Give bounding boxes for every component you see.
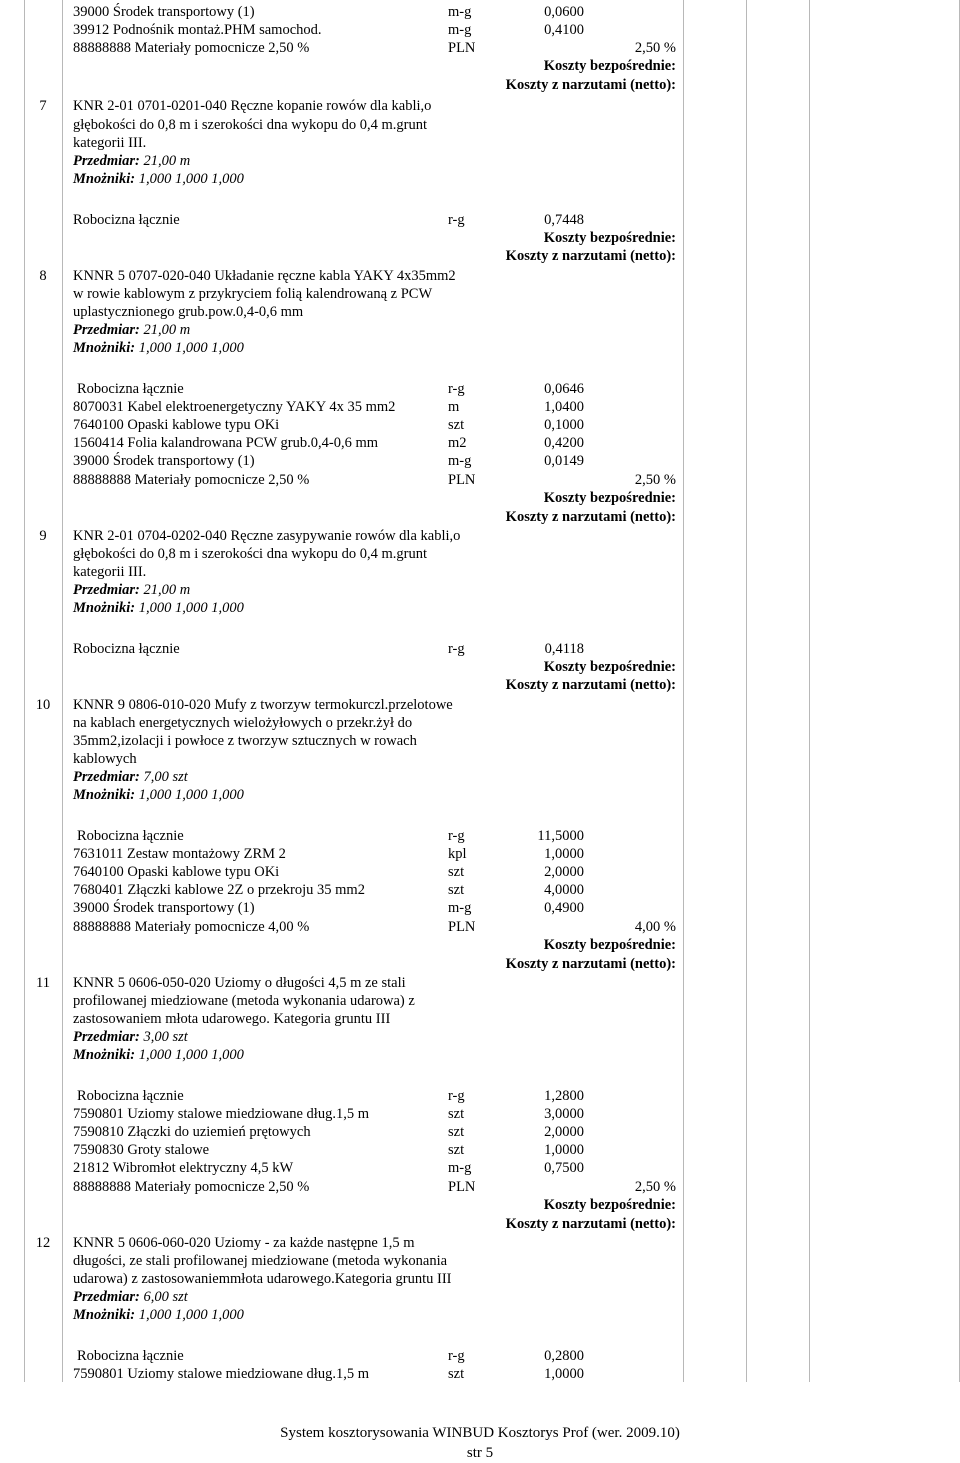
cost-summary-row bbox=[0, 229, 960, 247]
item-description: 7590810 Złączki do uziemień prętowych bbox=[73, 1124, 311, 1140]
estimate-row bbox=[0, 1252, 960, 1270]
item-description: KNNR 5 0707-020-040 Układanie ręczne kabla YAKY 4x35mm2 bbox=[73, 268, 456, 284]
multiplier-label: Przedmiar: bbox=[73, 322, 140, 338]
item-unit: m-g bbox=[448, 453, 472, 469]
item-unit: kpl bbox=[448, 846, 467, 862]
estimate-row bbox=[0, 1270, 960, 1288]
item-quantity: 0,7500 bbox=[544, 1160, 584, 1176]
multiplier-label: Przedmiar: bbox=[73, 769, 140, 785]
estimate-row bbox=[0, 416, 960, 434]
cost-summary-label: Koszty z narzutami (netto): bbox=[505, 248, 676, 264]
item-unit: szt bbox=[448, 1106, 465, 1122]
estimate-row bbox=[0, 1141, 960, 1159]
multiplier-label: Mnożniki: bbox=[73, 1047, 136, 1063]
multiplier-value: 1,000 1,000 1,000 bbox=[138, 1047, 244, 1063]
position-number: 11 bbox=[36, 975, 50, 991]
item-description: 7590801 Uziomy stalowe miedziowane dług.1,5 m bbox=[73, 1366, 369, 1382]
item-description: zastosowaniem młota udarowego. Kategoria gruntu III bbox=[73, 1011, 391, 1027]
item-description: 7640100 Opaski kablowe typu OKi bbox=[73, 417, 280, 433]
item-description: KNNR 5 0606-060-020 Uziomy - za każde następne 1,5 m bbox=[73, 1235, 415, 1251]
estimate-row bbox=[0, 398, 960, 416]
item-description: uplastycznionego grub.pow.0,4-0,6 mm bbox=[73, 304, 304, 320]
footer-system: System kosztorysowania WINBUD Kosztorys Prof (wer. 2009.10) bbox=[280, 1425, 680, 1441]
multiplier-label: Mnożniki: bbox=[73, 787, 136, 803]
cost-summary-row bbox=[0, 508, 960, 526]
item-percentage: 2,50 % bbox=[634, 40, 676, 56]
cost-summary-label: Koszty z narzutami (netto): bbox=[505, 77, 676, 93]
cost-summary-row bbox=[0, 955, 960, 973]
estimate-row bbox=[0, 881, 960, 899]
item-description: KNR 2-01 0701-0201-040 Ręczne kopanie rowów dla kabli,o bbox=[73, 98, 432, 114]
estimate-row bbox=[0, 211, 960, 229]
footer-page-number: str 5 bbox=[466, 1445, 494, 1461]
item-unit: r-g bbox=[448, 828, 465, 844]
item-description: kategorii III. bbox=[73, 564, 147, 580]
multiplier-row bbox=[0, 1046, 960, 1064]
item-description: głębokości do 0,8 m i szerokości dna wykopu do 0,4 m.grunt bbox=[73, 546, 427, 562]
multiplier-row bbox=[0, 321, 960, 339]
multiplier-row bbox=[0, 786, 960, 804]
cost-summary-row bbox=[0, 936, 960, 954]
item-unit: szt bbox=[448, 1142, 465, 1158]
multiplier-value: 1,000 1,000 1,000 bbox=[138, 600, 244, 616]
estimate-row bbox=[0, 39, 960, 57]
estimate-row bbox=[0, 918, 960, 936]
item-description: Robocizna łącznie bbox=[73, 641, 180, 657]
estimate-row bbox=[0, 1159, 960, 1177]
item-percentage: 2,50 % bbox=[634, 472, 676, 488]
item-description: Robocizna łącznie bbox=[73, 212, 180, 228]
item-unit: m bbox=[448, 399, 460, 415]
estimate-row bbox=[0, 714, 960, 732]
estimate-row bbox=[0, 827, 960, 845]
cost-summary-label: Koszty bezpośrednie: bbox=[543, 659, 676, 675]
item-description: 1560414 Folia kalandrowana PCW grub.0,4-0,6 mm bbox=[73, 435, 379, 451]
estimate-row bbox=[0, 992, 960, 1010]
item-quantity: 11,5000 bbox=[537, 828, 584, 844]
item-description: KNR 2-01 0704-0202-040 Ręczne zasypywanie rowów dla kabli,o bbox=[73, 528, 461, 544]
position-number: 8 bbox=[39, 268, 47, 284]
multiplier-row bbox=[0, 1306, 960, 1324]
item-quantity: 0,4200 bbox=[544, 435, 584, 451]
cost-summary-label: Koszty z narzutami (netto): bbox=[505, 1216, 676, 1232]
multiplier-text bbox=[73, 339, 244, 357]
item-percentage: 4,00 % bbox=[634, 919, 676, 935]
multiplier-text bbox=[73, 152, 190, 170]
multiplier-value: 1,000 1,000 1,000 bbox=[138, 787, 244, 803]
item-description: 39000 Środek transportowy (1) bbox=[73, 900, 255, 916]
multiplier-text bbox=[73, 581, 190, 599]
item-quantity: 0,0600 bbox=[544, 4, 584, 20]
position-number: 7 bbox=[39, 98, 47, 114]
multiplier-text bbox=[73, 599, 244, 617]
multiplier-value: 6,00 szt bbox=[143, 1289, 188, 1305]
cost-summary-label: Koszty bezpośrednie: bbox=[543, 230, 676, 246]
item-quantity: 0,4118 bbox=[544, 641, 584, 657]
item-quantity: 0,0149 bbox=[544, 453, 584, 469]
estimate-row bbox=[0, 380, 960, 398]
multiplier-value: 1,000 1,000 1,000 bbox=[138, 1307, 244, 1323]
multiplier-value: 21,00 m bbox=[143, 582, 191, 598]
multiplier-label: Przedmiar: bbox=[73, 1029, 140, 1045]
estimate-row bbox=[0, 434, 960, 452]
item-quantity: 2,0000 bbox=[544, 864, 584, 880]
estimate-row bbox=[0, 116, 960, 134]
cost-summary-row bbox=[0, 76, 960, 94]
item-description: KNNR 9 0806-010-020 Mufy z tworzyw termokurczl.przelotowe bbox=[73, 697, 453, 713]
item-description: 88888888 Materiały pomocnicze 4,00 % bbox=[73, 919, 310, 935]
multiplier-label: Przedmiar: bbox=[73, 1289, 140, 1305]
multiplier-text bbox=[73, 1046, 244, 1064]
item-description: kablowych bbox=[73, 751, 137, 767]
multiplier-row bbox=[0, 599, 960, 617]
multiplier-value: 21,00 m bbox=[143, 153, 191, 169]
multiplier-row bbox=[0, 1288, 960, 1306]
estimate-row bbox=[0, 267, 960, 285]
item-description: Robocizna łącznie bbox=[77, 828, 184, 844]
item-unit: szt bbox=[448, 417, 465, 433]
multiplier-text bbox=[73, 170, 244, 188]
item-quantity: 0,1000 bbox=[544, 417, 584, 433]
item-quantity: 3,0000 bbox=[544, 1106, 584, 1122]
item-unit: r-g bbox=[448, 641, 465, 657]
item-quantity: 0,2800 bbox=[544, 1348, 584, 1364]
item-unit: m2 bbox=[448, 435, 467, 451]
cost-summary-row bbox=[0, 676, 960, 694]
estimate-row bbox=[0, 1087, 960, 1105]
multiplier-value: 7,00 szt bbox=[143, 769, 188, 785]
multiplier-label: Przedmiar: bbox=[73, 153, 140, 169]
cost-summary-label: Koszty z narzutami (netto): bbox=[505, 956, 676, 972]
estimate-row bbox=[0, 1123, 960, 1141]
cost-summary-label: Koszty z narzutami (netto): bbox=[505, 509, 676, 525]
estimate-row bbox=[0, 1365, 960, 1383]
item-description: 7590830 Groty stalowe bbox=[73, 1142, 210, 1158]
estimate-row bbox=[0, 696, 960, 714]
item-quantity: 1,0400 bbox=[544, 399, 584, 415]
item-quantity: 0,4100 bbox=[544, 22, 584, 38]
cost-summary-label: Koszty bezpośrednie: bbox=[543, 937, 676, 953]
item-quantity: 0,4900 bbox=[544, 900, 584, 916]
multiplier-label: Przedmiar: bbox=[73, 582, 140, 598]
multiplier-label: Mnożniki: bbox=[73, 340, 136, 356]
estimate-row bbox=[0, 527, 960, 545]
item-unit: r-g bbox=[448, 212, 465, 228]
item-description: 35mm2,izolacji i powłoce z tworzyw sztucznych w rowach bbox=[73, 733, 417, 749]
multiplier-value: 21,00 m bbox=[143, 322, 191, 338]
estimate-row bbox=[0, 97, 960, 115]
item-unit: szt bbox=[448, 882, 465, 898]
estimate-row bbox=[0, 563, 960, 581]
item-unit: m-g bbox=[448, 22, 472, 38]
estimate-row bbox=[0, 732, 960, 750]
cost-summary-label: Koszty bezpośrednie: bbox=[543, 58, 676, 74]
multiplier-text bbox=[73, 321, 190, 339]
multiplier-text bbox=[73, 1306, 244, 1324]
estimate-row bbox=[0, 1234, 960, 1252]
item-description: profilowanej miedziowane (metoda wykonania udarowa) z bbox=[73, 993, 415, 1009]
multiplier-value: 1,000 1,000 1,000 bbox=[138, 171, 244, 187]
item-description: w rowie kablowym z przykryciem folią kalendrowaną z PCW bbox=[73, 286, 433, 302]
item-unit: r-g bbox=[448, 381, 465, 397]
cost-summary-label: Koszty bezpośrednie: bbox=[543, 490, 676, 506]
item-quantity: 0,0646 bbox=[544, 381, 584, 397]
multiplier-row bbox=[0, 170, 960, 188]
item-unit: szt bbox=[448, 1366, 465, 1382]
item-description: Robocizna łącznie bbox=[77, 1348, 184, 1364]
estimate-row bbox=[0, 640, 960, 658]
item-description: KNNR 5 0606-050-020 Uziomy o długości 4,5 m ze stali bbox=[73, 975, 406, 991]
item-description: 7640100 Opaski kablowe typu OKi bbox=[73, 864, 280, 880]
item-unit: r-g bbox=[448, 1348, 465, 1364]
cost-summary-row bbox=[0, 1215, 960, 1233]
item-description: 39000 Środek transportowy (1) bbox=[73, 4, 255, 20]
estimate-row bbox=[0, 1347, 960, 1365]
item-quantity: 1,0000 bbox=[544, 1366, 584, 1382]
item-unit: szt bbox=[448, 864, 465, 880]
item-description: 7680401 Złączki kablowe 2Z o przekroju 35 mm2 bbox=[73, 882, 365, 898]
multiplier-text bbox=[73, 786, 244, 804]
position-number: 10 bbox=[35, 697, 51, 713]
estimate-row bbox=[0, 3, 960, 21]
multiplier-value: 3,00 szt bbox=[143, 1029, 188, 1045]
cost-summary-label: Koszty bezpośrednie: bbox=[543, 1197, 676, 1213]
multiplier-row bbox=[0, 768, 960, 786]
item-unit: m-g bbox=[448, 4, 472, 20]
multiplier-text bbox=[73, 1028, 188, 1046]
item-description: 21812 Wibromłot elektryczny 4,5 kW bbox=[73, 1160, 294, 1176]
multiplier-row bbox=[0, 339, 960, 357]
item-description: głębokości do 0,8 m i szerokości dna wykopu do 0,4 m.grunt bbox=[73, 117, 427, 133]
estimate-row bbox=[0, 1105, 960, 1123]
item-description: 88888888 Materiały pomocnicze 2,50 % bbox=[73, 472, 310, 488]
item-description: na kablach energetycznych wielożyłowych o przekr.żył do bbox=[73, 715, 413, 731]
multiplier-row bbox=[0, 581, 960, 599]
item-quantity: 2,0000 bbox=[544, 1124, 584, 1140]
estimate-row bbox=[0, 1010, 960, 1028]
estimate-row bbox=[0, 285, 960, 303]
estimate-row bbox=[0, 303, 960, 321]
item-description: 7590801 Uziomy stalowe miedziowane dług.1,5 m bbox=[73, 1106, 369, 1122]
cost-summary-row bbox=[0, 489, 960, 507]
multiplier-row bbox=[0, 152, 960, 170]
multiplier-text bbox=[73, 1288, 188, 1306]
multiplier-text bbox=[73, 768, 188, 786]
estimate-row bbox=[0, 471, 960, 489]
item-description: 8070031 Kabel elektroenergetyczny YAKY 4x 35 mm2 bbox=[73, 399, 396, 415]
cost-summary-label: Koszty z narzutami (netto): bbox=[505, 677, 676, 693]
estimate-row bbox=[0, 452, 960, 470]
item-description: Robocizna łącznie bbox=[77, 1088, 184, 1104]
item-percentage: 2,50 % bbox=[634, 1179, 676, 1195]
item-description: 88888888 Materiały pomocnicze 2,50 % bbox=[73, 40, 310, 56]
cost-summary-row bbox=[0, 1196, 960, 1214]
multiplier-value: 1,000 1,000 1,000 bbox=[138, 340, 244, 356]
item-description: długości, ze stali profilowanej miedziowane (metoda wykonania bbox=[73, 1253, 448, 1269]
position-number: 12 bbox=[35, 1235, 51, 1251]
item-unit: r-g bbox=[448, 1088, 465, 1104]
item-quantity: 1,2800 bbox=[544, 1088, 584, 1104]
estimate-row bbox=[0, 1178, 960, 1196]
multiplier-label: Mnożniki: bbox=[73, 1307, 136, 1323]
item-description: 7631011 Zestaw montażowy ZRM 2 bbox=[73, 846, 286, 862]
item-unit: PLN bbox=[448, 1179, 476, 1195]
item-unit: PLN bbox=[448, 40, 476, 56]
item-description: 39912 Podnośnik montaż.PHM samochod. bbox=[73, 22, 322, 38]
estimate-row bbox=[0, 750, 960, 768]
multiplier-label: Mnożniki: bbox=[73, 171, 136, 187]
item-description: kategorii III. bbox=[73, 135, 147, 151]
estimate-row bbox=[0, 974, 960, 992]
position-number: 9 bbox=[39, 528, 47, 544]
cost-summary-row bbox=[0, 247, 960, 265]
estimate-row bbox=[0, 21, 960, 39]
cost-summary-row bbox=[0, 658, 960, 676]
cost-summary-row bbox=[0, 57, 960, 75]
estimate-row bbox=[0, 845, 960, 863]
item-quantity: 0,7448 bbox=[544, 212, 584, 228]
item-quantity: 1,0000 bbox=[544, 1142, 584, 1158]
item-description: 39000 Środek transportowy (1) bbox=[73, 453, 255, 469]
multiplier-label: Mnożniki: bbox=[73, 600, 136, 616]
item-description: Robocizna łącznie bbox=[77, 381, 184, 397]
item-unit: m-g bbox=[448, 1160, 472, 1176]
item-quantity: 1,0000 bbox=[544, 846, 584, 862]
item-unit: PLN bbox=[448, 472, 476, 488]
item-unit: szt bbox=[448, 1124, 465, 1140]
estimate-row bbox=[0, 545, 960, 563]
item-unit: PLN bbox=[448, 919, 476, 935]
estimate-row bbox=[0, 134, 960, 152]
multiplier-row bbox=[0, 1028, 960, 1046]
item-quantity: 4,0000 bbox=[544, 882, 584, 898]
item-description: 88888888 Materiały pomocnicze 2,50 % bbox=[73, 1179, 310, 1195]
estimate-row bbox=[0, 899, 960, 917]
estimate-row bbox=[0, 863, 960, 881]
item-description: udarowa) z zastosowaniemmłota udarowego.Kategoria gruntu III bbox=[73, 1271, 452, 1287]
item-unit: m-g bbox=[448, 900, 472, 916]
